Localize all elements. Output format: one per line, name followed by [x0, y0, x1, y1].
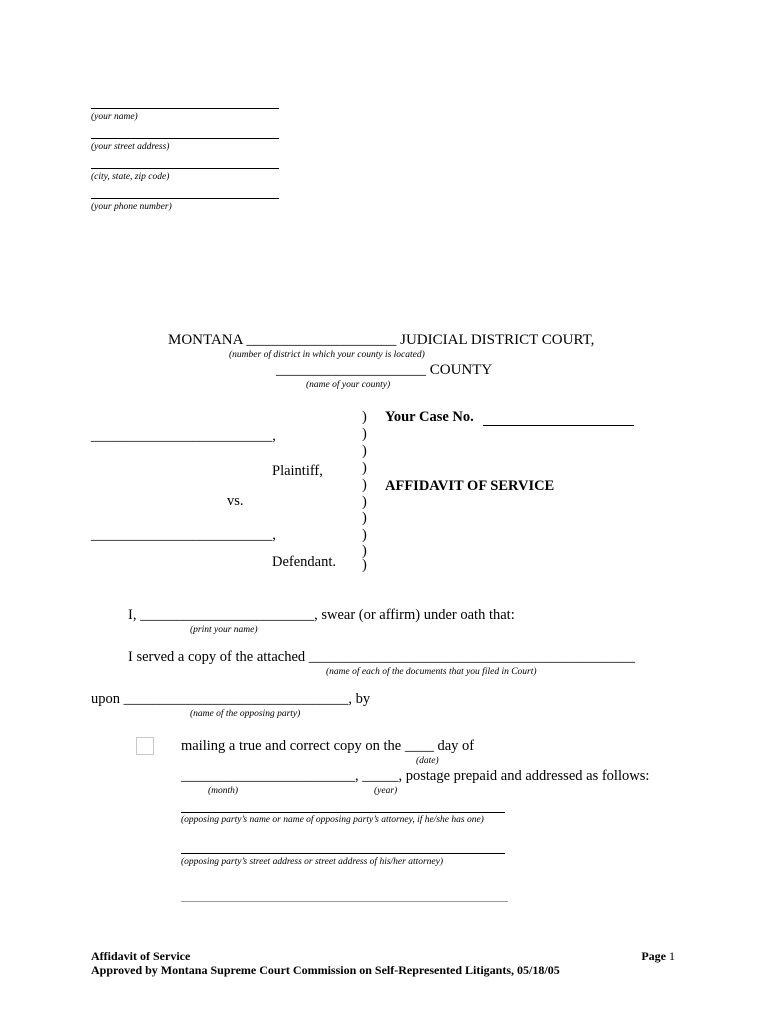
- opposing-party-city-line[interactable]: [181, 901, 508, 902]
- print-name-caption: (print your name): [190, 625, 258, 635]
- opposing-party-address-caption: (opposing party’s street address or street address of his/her attorney): [181, 857, 444, 867]
- document-title: AFFIDAVIT OF SERVICE: [385, 478, 555, 494]
- opposing-party-name-caption: (opposing party’s name or name of opposing party’s attorney, if he/she has one): [181, 815, 484, 825]
- mailing-statement: mailing a true and correct copy on the ____ day of: [181, 738, 475, 754]
- caption-paren: ): [362, 510, 367, 526]
- county-heading: ____________________ COUNTY: [276, 362, 493, 378]
- footer-approval: Approved by Montana Supreme Court Commission on Self-Represented Litigants, 05/18/05: [91, 963, 560, 977]
- opposing-party-address-line[interactable]: [181, 853, 505, 854]
- street-address-line[interactable]: [91, 138, 279, 139]
- city-state-zip-line[interactable]: [91, 168, 279, 169]
- caption-paren: ): [362, 543, 367, 559]
- page-number: 1: [669, 949, 675, 963]
- opposing-party-name-line[interactable]: [181, 812, 505, 813]
- caption-paren: ): [362, 409, 367, 425]
- caption-paren: ): [362, 460, 367, 476]
- district-caption: (number of district in which your county is located): [229, 350, 425, 360]
- caption-paren: ): [362, 443, 367, 459]
- street-address-caption: (your street address): [91, 142, 170, 152]
- caption-paren: ): [362, 426, 367, 442]
- city-state-zip-caption: (city, state, zip code): [91, 172, 170, 182]
- page-indicator: [641, 949, 675, 964]
- your-name-line[interactable]: [91, 108, 279, 109]
- caption-paren: ): [362, 494, 367, 510]
- case-number-line[interactable]: [483, 425, 634, 426]
- case-number-label: Your Case No.: [385, 409, 474, 425]
- served-documents-caption: (name of each of the documents that you filed in Court): [326, 667, 537, 677]
- mailing-checkbox[interactable]: [136, 737, 154, 755]
- swear-statement: I, ________________________, swear (or affirm) under oath that:: [128, 607, 515, 623]
- plaintiff-name-line[interactable]: _________________________,: [91, 428, 276, 444]
- caption-paren: ): [362, 527, 367, 543]
- upon-statement: upon _______________________________, by: [91, 691, 371, 707]
- defendant-name-line[interactable]: _________________________,: [91, 527, 276, 543]
- court-heading: MONTANA ____________________ JUDICIAL DISTRICT COURT,: [168, 332, 595, 348]
- defendant-label: Defendant.: [272, 554, 337, 570]
- phone-number-caption: (your phone number): [91, 202, 172, 212]
- date-caption: (date): [416, 756, 439, 766]
- month-year-statement: ________________________, _____, postage prepaid and addressed as follows:: [181, 768, 650, 784]
- your-name-caption: (your name): [91, 112, 138, 122]
- vs-label: vs.: [227, 493, 244, 509]
- year-caption: (year): [374, 786, 398, 796]
- footer-title: Affidavit of Service: [91, 949, 191, 963]
- page-label: Page: [641, 949, 666, 963]
- opposing-party-caption: (name of the opposing party): [190, 709, 301, 719]
- plaintiff-label: Plaintiff,: [272, 463, 323, 479]
- county-caption: (name of your county): [306, 380, 391, 390]
- caption-paren: ): [362, 477, 367, 493]
- phone-number-line[interactable]: [91, 198, 279, 199]
- served-statement: I served a copy of the attached _____________________________________________: [128, 649, 636, 665]
- caption-paren: ): [362, 557, 367, 573]
- month-caption: (month): [208, 786, 239, 796]
